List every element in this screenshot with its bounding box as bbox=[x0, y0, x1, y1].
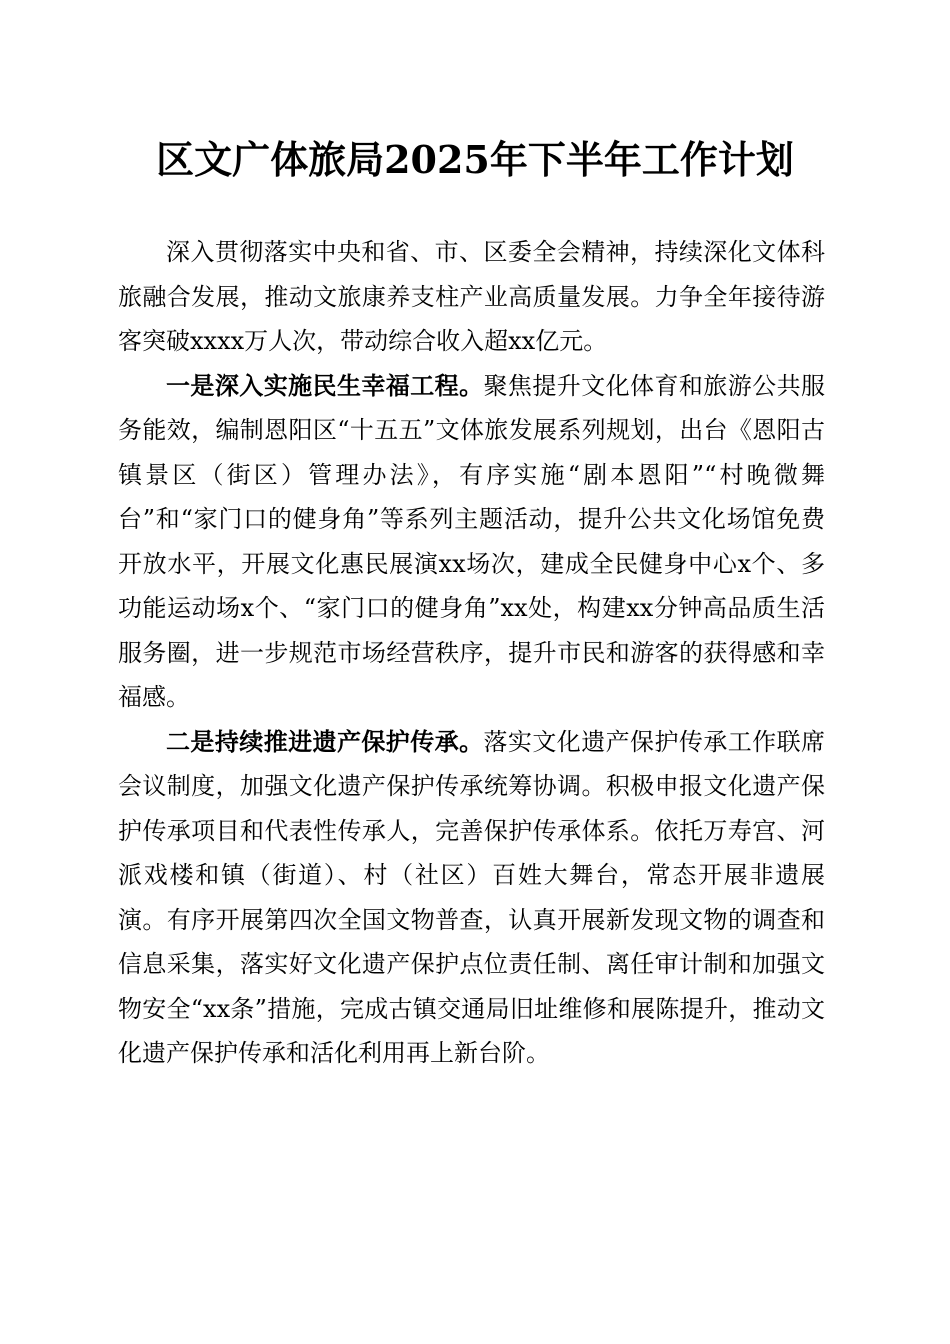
section-1-paragraph bbox=[118, 364, 825, 720]
document-body bbox=[118, 230, 825, 1076]
section-1-text: 聚焦提升文化体育和旅游公共服务能效，编制恩阳区“十五五”文体旅发展系列规划，出台《恩阳古镇景区（街区）管理办法》，有序实施“剧本恩阳”“村晚微舞台”和“家门口的健身角”等系列主题活动，提升公共文化场馆免费开放水平，开展文化惠民展演xx场次，建成全民健身中心x个、多功能运动场x个、“家门口的健身角”xx处，构建xx分钟高品质生活服务圈，进一步规范市场经营秩序，提升市民和游客的获得感和幸福感。 bbox=[118, 371, 825, 711]
section-2-text: 落实文化遗产保护传承工作联席会议制度，加强文化遗产保护传承统筹协调。积极申报文化遗产保护传承项目和代表性传承人，完善保护传承体系。依托万寿宫、河派戏楼和镇（街道）、村（社区）百姓大舞台，常态开展非遗展演。有序开展第四次全国文物普查，认真开展新发现文物的调查和信息采集，落实好文化遗产保护点位责任制、离任审计制和加强文物安全“xx条”措施，完成古镇交通局旧址维修和展陈提升，推动文化遗产保护传承和活化利用再上新台阶。 bbox=[118, 727, 825, 1067]
section-2-paragraph bbox=[118, 720, 825, 1076]
intro-paragraph-text: 深入贯彻落实中央和省、市、区委全会精神，持续深化文体科旅融合发展，推动文旅康养支柱产业高质量发展。力争全年接待游客突破xxxx万人次，带动综合收入超xx亿元。 bbox=[118, 238, 825, 355]
section-2-heading: 二是持续推进遗产保护传承。 bbox=[166, 727, 484, 756]
intro-paragraph bbox=[118, 230, 825, 364]
section-1-heading: 一是深入实施民生幸福工程。 bbox=[166, 371, 484, 400]
document-title: 区文广体旅局2025年下半年工作计划 bbox=[156, 137, 794, 182]
